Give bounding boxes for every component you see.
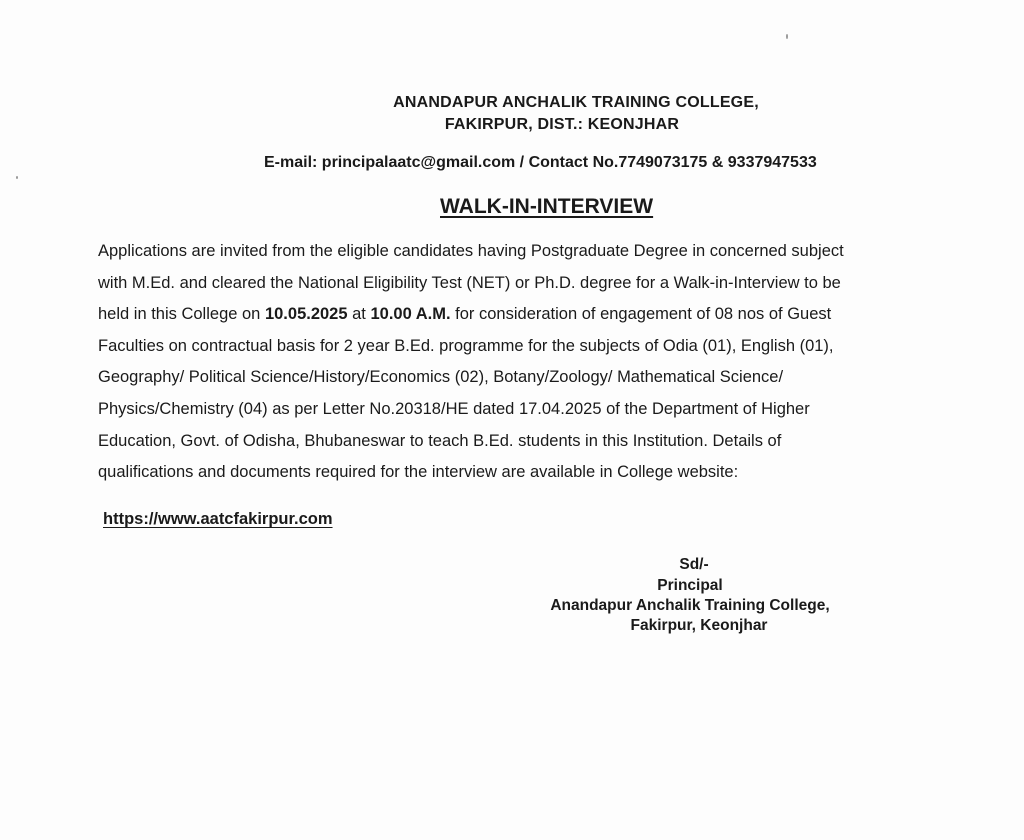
body-line: Faculties on contractual basis for 2 year B.Ed. programme for the subjects of Odia (01), English (01), — [98, 336, 834, 355]
scan-speck — [16, 176, 18, 179]
scan-speck — [786, 34, 788, 39]
body-line: Geography/ Political Science/History/Economics (02), Botany/Zoology/ Mathematical Science/ — [98, 368, 784, 387]
body-text: for consideration of engagement of 08 nos of Guest — [450, 305, 832, 324]
signature-college: Anandapur Anchalik Training College, — [550, 597, 830, 614]
college-website-link[interactable]: https://www.aatcfakirpur.com — [103, 510, 333, 528]
body-line — [98, 299, 958, 331]
body-line: qualifications and documents required for the interview are available in College website: — [98, 463, 739, 482]
body-line: Education, Govt. of Odisha, Bhubaneswar to teach B.Ed. students in this Institution. Details of — [98, 431, 782, 450]
college-name-heading: ANANDAPUR ANCHALIK TRAINING COLLEGE, — [393, 94, 759, 111]
notice-body — [98, 236, 958, 489]
interview-date: 10.05.2025 — [264, 305, 348, 324]
body-line: Physics/Chemistry (04) as per Letter No.20318/HE dated 17.04.2025 of the Department of Higher — [98, 399, 810, 418]
body-line: Applications are invited from the eligible candidates having Postgraduate Degree in concerned subject — [98, 242, 844, 260]
notice-title: WALK-IN-INTERVIEW — [440, 195, 654, 218]
body-text: at — [347, 305, 371, 324]
signature-designation: Principal — [657, 577, 723, 594]
signature-place: Fakirpur, Keonjhar — [630, 617, 768, 634]
signature-sd: Sd/- — [679, 556, 709, 573]
body-line: with M.Ed. and cleared the National Eligibility Test (NET) or Ph.D. degree for a Walk-in-Interview to be — [98, 273, 841, 292]
body-text: held in this College on — [98, 305, 265, 324]
college-address-heading: FAKIRPUR, DIST.: KEONJHAR — [444, 116, 680, 133]
contact-line: E-mail: principalaatc@gmail.com / Contact No.7749073175 & 9337947533 — [264, 154, 817, 171]
interview-time: 10.00 A.M. — [370, 305, 451, 324]
